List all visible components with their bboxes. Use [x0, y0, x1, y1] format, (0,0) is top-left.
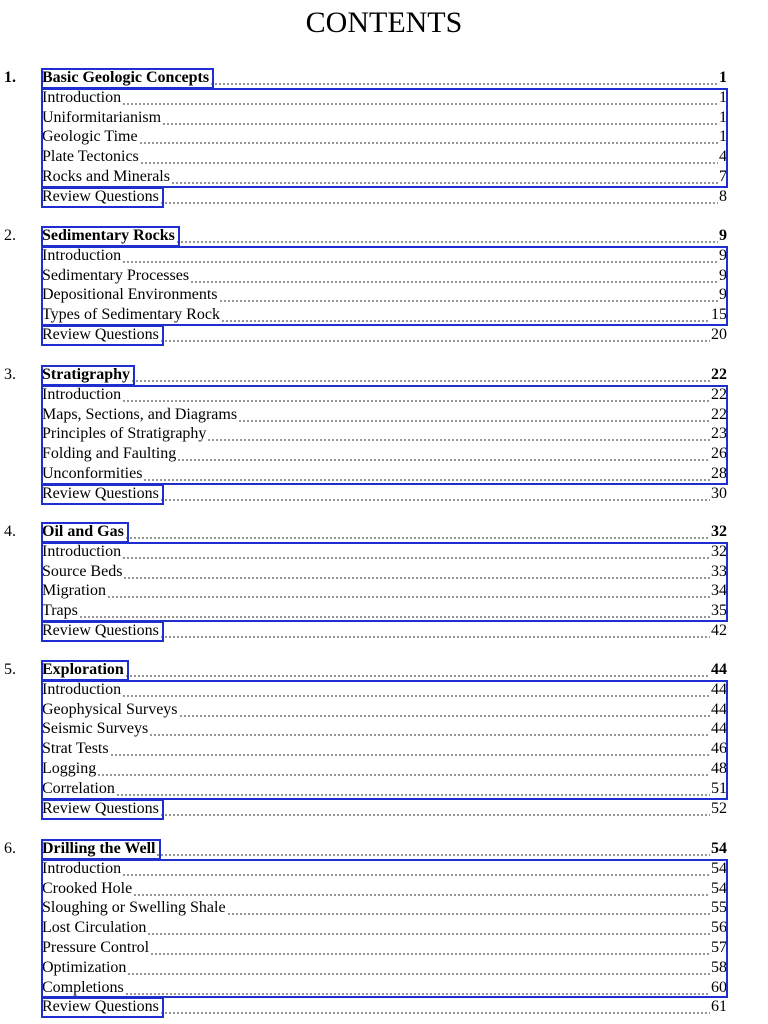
dot-leader	[160, 621, 710, 641]
toc-entry-title: Optimization	[42, 958, 127, 976]
toc-entry-title: Uniformitarianism	[42, 108, 162, 126]
chapter-heading-title: Exploration	[42, 661, 124, 678]
dot-leader	[143, 464, 710, 484]
dot-leader	[133, 879, 710, 899]
dot-leader	[162, 108, 718, 128]
chapter-heading-title: Sedimentary Rocks	[42, 227, 175, 244]
toc-entry-title: Source Beds	[42, 562, 123, 580]
toc-entry-page-number: 35	[711, 602, 727, 620]
dot-leader	[176, 226, 718, 246]
toc-entry-page-number: 56	[711, 919, 727, 937]
dot-leader	[110, 739, 710, 759]
toc-entry[interactable]	[40, 879, 727, 899]
toc-entry-title: Unconformities	[42, 465, 143, 482]
chapter-heading-title: Basic Geologic Concepts	[42, 69, 210, 86]
toc-entry[interactable]	[40, 719, 727, 739]
toc-entry-page-number: 54	[711, 859, 727, 877]
chapter-number: 2.	[4, 227, 16, 244]
toc-entry-title: Correlation	[42, 779, 115, 797]
dot-leader	[140, 147, 718, 167]
review-questions-entry-page-number: 52	[711, 799, 727, 817]
toc-entry-title: Principles of Stratigraphy	[42, 425, 207, 443]
toc-entry-title: Introduction	[42, 680, 122, 698]
chapter-heading-title: Stratigraphy	[42, 366, 130, 383]
dot-leader	[160, 325, 710, 345]
review-questions-entry-page-number: 61	[711, 998, 727, 1016]
chapter-heading-title: Drilling the Well	[42, 840, 156, 857]
dot-leader	[160, 187, 718, 207]
chapter-number: 3.	[4, 366, 16, 383]
toc-entry[interactable]	[40, 88, 727, 108]
toc-entry-page-number: 44	[711, 720, 727, 738]
dot-leader	[125, 522, 710, 542]
chapter-heading[interactable]	[40, 660, 727, 680]
review-questions-entry[interactable]	[40, 997, 727, 1017]
toc-entry-title: Introduction	[42, 859, 122, 877]
chapter-number: 1.	[4, 69, 16, 86]
review-questions-entry-title: Review Questions	[42, 326, 159, 343]
toc-entry-title: Folding and Faulting	[42, 445, 177, 463]
toc-entry-page-number: 46	[711, 740, 727, 758]
toc-entry[interactable]	[40, 978, 727, 998]
toc-entry[interactable]	[40, 405, 727, 425]
toc-entry-page-number: 44	[711, 700, 727, 718]
dot-leader	[147, 918, 710, 938]
chapter-heading[interactable]	[40, 226, 727, 246]
chapter-heading-page-number: 44	[711, 661, 727, 678]
toc-entry[interactable]	[40, 108, 727, 128]
dot-leader	[238, 405, 710, 425]
toc-entry-page-number: 15	[711, 306, 727, 324]
toc-entry-page-number: 22	[711, 405, 727, 423]
toc-entry-page-number: 54	[711, 879, 727, 897]
dot-leader	[149, 719, 710, 739]
toc-entry[interactable]	[40, 918, 727, 938]
review-questions-entry-page-number: 30	[711, 484, 727, 502]
toc-entry-title: Maps, Sections, and Diagrams	[42, 405, 238, 423]
chapter-number: 6.	[4, 840, 16, 857]
toc-entry-page-number: 9	[719, 246, 727, 264]
toc-entry-title: Introduction	[42, 385, 122, 403]
toc-entry-page-number: 55	[711, 899, 727, 917]
review-questions-entry[interactable]	[40, 325, 727, 345]
dot-leader	[160, 799, 710, 819]
toc-entry-title: Rocks and Minerals	[42, 168, 170, 185]
dot-leader	[123, 562, 710, 582]
toc-entry-page-number: 58	[711, 958, 727, 976]
toc-entry-title: Completions	[42, 978, 124, 996]
toc-entry[interactable]	[40, 562, 727, 582]
toc-entry-page-number: 9	[719, 266, 727, 284]
toc-entry[interactable]	[40, 127, 727, 147]
dot-leader	[227, 898, 710, 918]
toc-entry-title: Pressure Control	[42, 939, 150, 956]
dot-leader	[122, 542, 710, 562]
dot-leader	[171, 167, 718, 187]
toc-entry[interactable]	[40, 542, 727, 562]
toc-entry-page-number: 4	[719, 148, 727, 166]
dot-leader	[122, 88, 718, 108]
toc-entry-title: Plate Tectonics	[42, 148, 139, 166]
toc-entry[interactable]	[40, 246, 727, 266]
toc-entry-page-number: 57	[711, 939, 727, 956]
dot-leader	[160, 484, 710, 504]
toc-entry-title: Crooked Hole	[42, 879, 133, 897]
toc-entry-title: Sloughing or Swelling Shale	[42, 899, 226, 917]
chapter-heading[interactable]	[40, 68, 727, 88]
review-questions-entry-page-number: 42	[711, 622, 727, 639]
dot-leader	[221, 305, 710, 325]
toc-entry-page-number: 26	[711, 445, 727, 463]
toc-entry[interactable]	[40, 898, 727, 918]
toc-entry-page-number: 7	[719, 168, 727, 185]
toc-entry-page-number: 44	[711, 680, 727, 698]
toc-entry-title: Geophysical Surveys	[42, 700, 178, 718]
dot-leader	[122, 385, 710, 405]
toc-entry-page-number: 1	[719, 108, 727, 126]
toc-entry[interactable]	[40, 167, 727, 187]
dot-leader	[190, 266, 718, 286]
toc-entry[interactable]	[40, 424, 727, 444]
chapter-heading-page-number: 32	[711, 523, 727, 540]
toc-entry[interactable]	[40, 938, 727, 958]
toc-entry[interactable]	[40, 385, 727, 405]
dot-leader	[177, 444, 710, 464]
toc-entry[interactable]	[40, 739, 727, 759]
dot-leader	[107, 581, 710, 601]
dot-leader	[207, 424, 710, 444]
toc-entry-page-number: 23	[711, 425, 727, 443]
chapter-heading-title: Oil and Gas	[42, 523, 124, 540]
dot-leader	[131, 365, 710, 385]
dot-leader	[97, 759, 710, 779]
dot-leader	[150, 938, 710, 958]
toc-entry-page-number: 1	[719, 88, 727, 106]
toc-entry-title: Introduction	[42, 542, 122, 560]
toc-entry-title: Logging	[42, 760, 97, 777]
review-questions-entry[interactable]	[40, 621, 727, 641]
review-questions-entry-title: Review Questions	[42, 799, 159, 817]
review-questions-entry[interactable]	[40, 484, 727, 504]
toc-entry-title: Depositional Environments	[42, 286, 218, 304]
review-questions-entry-page-number: 8	[719, 187, 727, 205]
toc-entry[interactable]	[40, 958, 727, 978]
review-questions-entry[interactable]	[40, 187, 727, 207]
toc-entry[interactable]	[40, 680, 727, 700]
toc-entry-page-number: 48	[711, 760, 727, 777]
toc-entry-page-number: 1	[719, 128, 727, 146]
toc-entry-page-number: 32	[711, 542, 727, 560]
toc-entry[interactable]	[40, 581, 727, 601]
page-title: CONTENTS	[305, 6, 463, 39]
review-questions-entry-title: Review Questions	[42, 622, 159, 639]
dot-leader	[139, 127, 718, 147]
toc-entry-title: Types of Sedimentary Rock	[42, 306, 220, 324]
dot-leader	[125, 660, 710, 680]
chapter-heading[interactable]	[40, 365, 727, 385]
chapter-heading-page-number: 22	[711, 366, 727, 383]
dot-leader	[219, 285, 718, 305]
toc-entry[interactable]	[40, 444, 727, 464]
toc-entry[interactable]	[40, 464, 727, 484]
toc-entry-title: Introduction	[42, 88, 122, 106]
toc-entry-page-number: 51	[711, 779, 727, 797]
toc-entry-page-number: 22	[711, 385, 727, 403]
toc-entry-title: Migration	[42, 582, 106, 600]
toc-entry-page-number: 33	[711, 562, 727, 580]
toc-entry-title: Traps	[42, 602, 78, 620]
toc-entry[interactable]	[40, 700, 727, 720]
toc-entry[interactable]	[40, 779, 727, 799]
toc-entry[interactable]	[40, 285, 727, 305]
chapter-heading[interactable]	[40, 839, 727, 859]
review-questions-entry[interactable]	[40, 799, 727, 819]
dot-leader	[79, 601, 710, 621]
toc-entry-page-number: 28	[711, 465, 727, 482]
dot-leader	[125, 978, 710, 998]
toc-entry-title: Lost Circulation	[42, 919, 147, 937]
dot-leader	[127, 958, 710, 978]
chapter-heading-page-number: 9	[719, 227, 727, 244]
dot-leader	[156, 839, 710, 859]
dot-leader	[160, 997, 710, 1017]
dot-leader	[116, 779, 710, 799]
toc-entry[interactable]	[40, 759, 727, 779]
toc-entry-title: Sedimentary Processes	[42, 266, 190, 284]
review-questions-entry-title: Review Questions	[42, 187, 159, 205]
review-questions-entry-page-number: 20	[711, 326, 727, 343]
chapter-number: 5.	[4, 661, 16, 678]
review-questions-entry-title: Review Questions	[42, 998, 159, 1016]
toc-entry-title: Seismic Surveys	[42, 720, 149, 738]
dot-leader	[122, 246, 718, 266]
toc-entry-page-number: 60	[711, 978, 727, 996]
toc-entry[interactable]	[40, 859, 727, 879]
toc-entry-title: Geologic Time	[42, 128, 138, 146]
dot-leader	[210, 68, 718, 88]
toc-entry-title: Introduction	[42, 246, 122, 264]
toc-entry[interactable]	[40, 266, 727, 286]
dot-leader	[179, 700, 710, 720]
dot-leader	[122, 680, 710, 700]
chapter-heading-page-number: 1	[719, 69, 727, 86]
toc-entry[interactable]	[40, 305, 727, 325]
chapter-heading-page-number: 54	[711, 840, 727, 857]
review-questions-entry-title: Review Questions	[42, 484, 159, 502]
chapter-heading[interactable]	[40, 522, 727, 542]
chapter-number: 4.	[4, 523, 16, 540]
toc-entry-title: Strat Tests	[42, 740, 109, 758]
toc-entry-page-number: 9	[719, 286, 727, 304]
toc-entry[interactable]	[40, 601, 727, 621]
toc-entry[interactable]	[40, 147, 727, 167]
toc-entry-page-number: 34	[711, 582, 727, 600]
dot-leader	[122, 859, 710, 879]
